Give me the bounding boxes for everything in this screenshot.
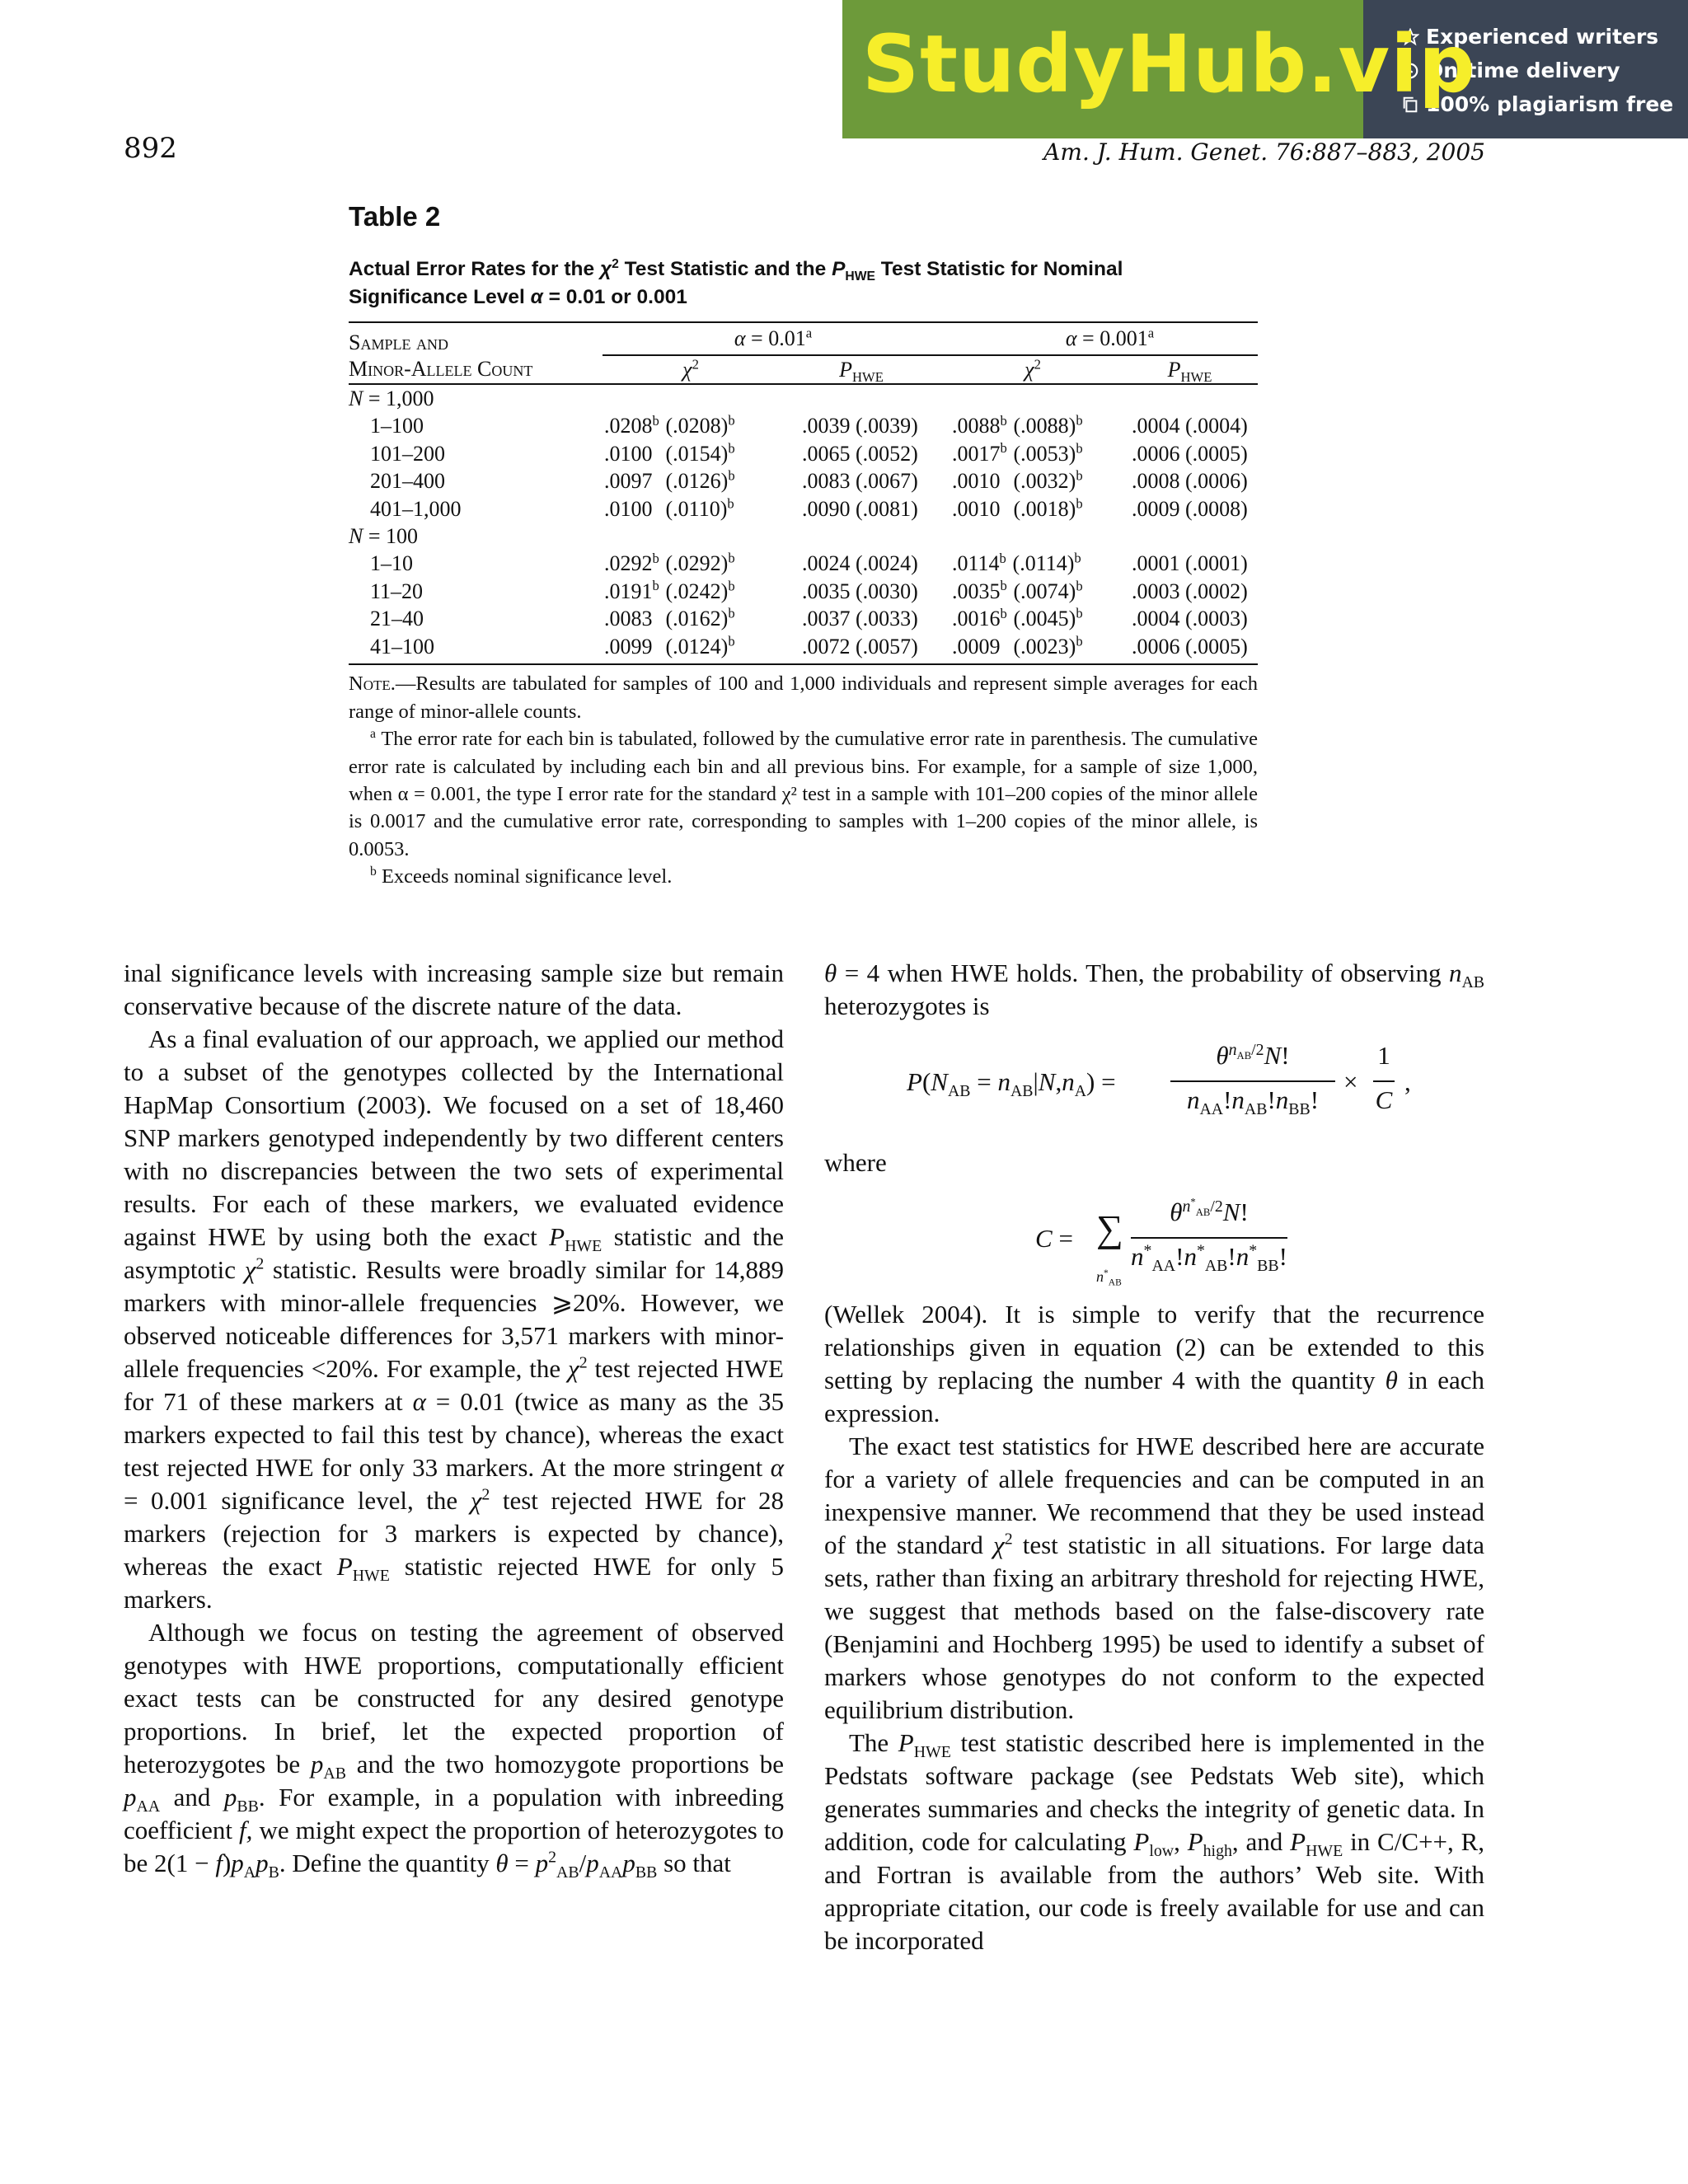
chi-squared-rate: .0114$^b$ $(.0114)^b$ [952,550,1081,576]
bin-rate: .0100 [604,496,653,521]
chi-squared-rate [603,495,779,523]
cumulative-rate: (.0053) [1013,441,1076,466]
column-header-chi-squared: $\chi^2$ [1025,356,1041,382]
minor-allele-range: 21–40 [370,607,424,631]
footnote-mark: b [1074,550,1081,566]
paragraph: inal significance levels with increasing sample size but remain conservative because of the discrete nature of the data. [124,958,784,1020]
cumulative-rate: (.0292) [665,551,729,576]
equation-lhs: $P(N_{AB} = n_{AB}|N,n_A)$ = [907,1067,1116,1101]
footnote-b: $^b$ Exceeds nominal significance level. [370,864,673,888]
where-text: where [824,1148,887,1177]
minor-allele-range: 201–400 [370,469,445,494]
cumulative-rate: (.0124) [665,634,729,658]
cumulative-rate: (.0088) [1013,414,1076,438]
section-row [349,523,1258,550]
chi-symbol: χ [682,357,692,382]
footnote-mark: b [728,440,735,457]
table-row [349,495,1258,523]
table-row [349,633,1258,660]
table-caption: Actual Error Rates for the $\chi^2$ Test Statistic and the $P_{HWE}$ Test Statistic for Nominal Significance Level α = 0.01 or 0.001 [349,256,1123,308]
minor-allele-range: 11–20 [370,579,424,603]
equation-denominator: $n_{AA}!n_{AB}!n_{BB}$! [1186,1085,1320,1119]
cumulative-rate: (.0018) [1013,496,1076,521]
brand-panel [842,0,1476,138]
footnote-b-text: Exceeds nominal significance level. [381,865,673,888]
phwe-rate: .0065 (.0052) [802,441,918,466]
table-note [349,670,1258,725]
right-column [824,957,1484,1957]
chi-squared-rate [603,468,779,495]
footnote-mark: b [1076,632,1083,649]
equation-probability: $P(N_{AB} = n_{AB}|N,n_A)$ = $\theta^{n_{AB}/2}N$! $n_{AA}!n_{AB}!n_{BB}$! × 1 C , [907,1040,1411,1119]
perk-label: On-time delivery [1426,59,1620,82]
bin-rate: .0010 [952,496,1001,521]
footnote-mark: b [728,578,735,594]
paragraph: Although we focus on testing the agreement of observed genotypes with HWE proportions, computationally efficient exact tests can be constructed for any desired genotype proportions. In brief, let the expected proportion of heterozygotes be $p_{AB}$ and the two homozygote proportions be $p_{AA}$ and $p_{BB}$. For example, in a population with inbreeding coefficient f, we might expect the proportion of heterozygotes to be $2(1 - f)p_Ap_B$. Define the quantity $\theta = p^2_{AB}/p_{AA}p_{BB}$ so that [124,1618,785,1882]
bin-rate: .0191 [604,579,653,603]
cumulative-rate: (.0045) [1013,607,1076,631]
footnote-mark: b [728,467,735,484]
bin-rate: .0114 [952,551,1000,576]
bin-rate: .0292 [604,551,653,576]
bin-rate: .0017 [952,441,1001,466]
minor-allele-range: 1–100 [370,414,424,438]
chi-squared-rate [944,633,1122,660]
footnote-mark: a [805,325,813,341]
paragraph: The exact test statistics for HWE described here are accurate for a variety of allele frequencies and can be computed in an inexpensive manner. We recommend that they be used instead of the standard $\chi^2$ test statistic in all situations. For large data sets, rather than fixing an arbitrary threshold for rejecting HWE, we suggest that methods based on the false-discovery rate (Benjamini and Hochberg 1995) be used to identify a subset of markers whose genotypes do not conform to the expected equilibrium distribution. [824,1432,1484,1724]
section-title: N = 1,000 [349,387,434,411]
phwe-rate: .0009 (.0008) [1132,496,1248,521]
cumulative-rate: (.0242) [665,579,729,603]
chi-squared-rate: .0035$^b$ $(.0074)^b$ [952,578,1083,603]
perk-label: Experienced writers [1426,25,1659,49]
paragraph: (Wellek 2004). It is simple to verify that the recurrence relationships given in equation (2) can be extended to this setting by replacing the number 4 with the quantity θ in each expression. [824,1300,1485,1427]
journal-citation: Am. J. Hum. Genet. 76:887–883, 2005 [1043,138,1485,166]
cumulative-rate: (.0162) [665,607,729,631]
column-header-phwe: $P_{HWE}$ [1167,357,1212,385]
bin-rate: .0016 [952,607,1001,631]
cumulative-rate: (.0074) [1013,579,1076,603]
minor-allele-range: 101–200 [370,441,445,466]
chi-squared-rate: .0088$^b$ $(.0088)^b$ [952,412,1083,438]
footnote-mark: b [728,412,735,429]
phwe-rate: .0004 (.0004) [1132,414,1248,438]
error-rate-table [349,323,1258,660]
cumulative-rate: (.0032) [1013,469,1076,494]
phwe-rate: .0083 (.0067) [802,469,918,494]
left-column [124,957,784,1880]
cumulative-rate: (.0126) [665,469,729,494]
p-subscript: HWE [852,368,884,385]
phwe-rate: .0024 (.0024) [802,551,918,576]
footnote-mark: a [1147,325,1155,341]
column-header-sample: Sample and [349,330,448,354]
phwe-rate: .0001 (.0001) [1132,551,1248,576]
chi-squared-rate: .0292$^b$ $(.0292)^b$ [604,550,735,576]
chi-squared-rate [944,468,1122,495]
footnote-mark: b [1076,494,1083,511]
footnote-mark: b [728,550,735,566]
minor-allele-range: 41–100 [370,634,434,658]
minor-allele-range: 1–10 [370,551,413,576]
column-header-minor-allele: Minor-Allele Count [349,357,533,382]
bin-rate: .0010 [952,469,1001,494]
cumulative-rate: (.0023) [1013,634,1076,658]
chi-squared-rate [603,633,779,660]
section-title: N = 100 [349,524,419,549]
column-header-phwe [779,355,944,384]
phwe-rate: .0039 (.0039) [802,414,918,438]
group-header-alpha-001: α = 0.01$^a$ [603,323,944,355]
footnote-mark: b [1076,412,1083,429]
section-row [349,384,1258,412]
paragraph: θ = 4 when HWE holds. Then, the probability of observing $n_{AB}$ heterozygotes is [824,958,1484,1020]
page-number: 892 [124,132,177,165]
cumulative-rate: (.0110) [665,496,728,521]
cumulative-rate: (.0208) [665,414,729,438]
chi-squared-rate: .0016$^b$ $(.0045)^b$ [952,605,1083,631]
footnote-mark: b [728,605,735,621]
table-notes [349,670,1258,890]
bin-rate: .0097 [604,469,653,494]
table-row [349,578,1258,605]
footnote-mark: b [1076,440,1083,457]
table-row [349,440,1258,467]
table-body [349,384,1258,660]
column-header-chi-squared: $\chi^2$ [682,356,699,382]
chi-squared-rate: .0191$^b$ $(.0242)^b$ [604,578,735,603]
minor-allele-range: 401–1,000 [370,496,462,521]
bin-rate: .0009 [952,634,1001,658]
phwe-rate: .0037 (.0033) [802,607,918,631]
chi-squared-rate [603,606,779,633]
phwe-rate: .0006 (.0005) [1132,441,1248,466]
phwe-rate: .0035 (.0030) [802,579,918,603]
footnote-mark: b [727,494,734,511]
phwe-rate: .0006 (.0005) [1132,634,1248,658]
footnote-a-text: The error rate for each bin is tabulated, followed by the cumulative error rate in parenthesis. The cumulative error rate is calculated by including each bin and all previous bins. For example, for a sample of size 1,000, when α = 0.001, the type I error rate for the standard χ² test in a sample with 101–200 copies of the minor allele is 0.0017 and the cumulative error rate, corresponding to samples with 1–200 copies of the minor allele, is 0.0053. [349,728,1258,860]
phwe-rate: .0004 (.0003) [1132,607,1248,631]
footnote-mark: b [1076,605,1083,621]
cumulative-rate: (.0154) [665,441,729,466]
phwe-rate: .0072 (.0057) [802,634,918,658]
note-lead: Note. [349,673,396,696]
bin-rate: .0088 [952,414,1001,438]
group-header-alpha-0001: α = 0.001$^a$ [944,323,1258,355]
bin-rate: .0083 [604,607,653,631]
bin-rate: .0100 [604,441,653,466]
footnote-mark: b [1076,467,1083,484]
table-row [349,606,1258,633]
footnote-a: $^a$ The error rate for each bin is tabulated, followed by the cumulative error rate in parenthesis. The cumulative error rate is calculated by including each bin and all previous bins. For example, for a sample of size 1,000, when α = 0.001, the type I error rate for the standard χ² test in a sample with 101–200 copies of the minor allele is 0.0017 and the cumulative error rate, corresponding to samples with 1–200 copies of the minor allele, is 0.0053. [349,726,1258,860]
chi-squared-rate [944,495,1122,523]
equation-normalizer: C = ∑ $n^*_{AB}$ $\theta^{n^*_{AB}/2}N$! $n^*_{AA}!n^*_{AB}!n^*_{BB}$! [1035,1196,1287,1288]
paragraph: The $P_{HWE}$ test statistic described here is implemented in the Pedstats software package (see Pedstats Web site), which generates summaries and checks the integrity of genetic data. In addition, code for calculating $P_{low}$, $P_{high}$, and $P_{HWE}$ in C/C++, R, and Fortran is available from the authors’ Web site. With appropriate citation, our code is freely available for use and can be incorporated [824,1728,1484,1955]
phwe-rate: .0003 (.0002) [1132,579,1248,603]
phwe-rate: .0090 (.0081) [802,496,918,521]
chi-squared-rate [603,440,779,467]
ad-banner[interactable] [842,0,1688,138]
perk-label: 100% plagiarism free [1426,92,1674,116]
bin-rate: .0208 [604,414,653,438]
paragraph: As a final evaluation of our approach, we applied our method to a subset of the genotypes collected by the International HapMap Consortium (2003). We focused on a set of 18,460 SNP markers genotyped independently by two different centers with no discrepancies between the two sets of experimental results. For each of these markers, we evaluated evidence against HWE by using both the exact $P_{HWE}$ statistic and the asymptotic $\chi^2$ statistic. Results were broadly similar for 14,889 markers with minor-allele frequencies ⩾20%. However, we observed noticeable differences for 3,571 markers with minor-allele frequencies <20%. For example, the $\chi^2$ test rejected HWE for 71 of these markers at α = 0.01 (twice as many as the 35 markers expected to fail this test by chance), whereas the exact test rejected HWE for only 33 markers. At the more stringent α = 0.001 significance level, the $\chi^2$ test rejected HWE for 28 markers (rejection for 3 markers is expected by chance), whereas the exact $P_{HWE}$ statistic rejected HWE for only 5 markers. [124,1024,784,1614]
table-row [349,468,1258,495]
chi-squared-rate: .0208$^b$ $(.0208)^b$ [604,412,735,438]
note-text: —Results are tabulated for samples of 100 and 1,000 individuals and represent simple averages for each range of minor-allele counts. [349,673,1258,723]
bin-rate: .0035 [952,579,1001,603]
chi-squared-rate: .0017$^b$ $(.0053)^b$ [952,440,1083,466]
p-symbol: P [839,357,853,382]
cumulative-rate: (.0114) [1012,551,1075,576]
footnote-mark: b [728,632,735,649]
bin-rate: .0099 [604,634,653,658]
brand-logo: StudyHub.vip [862,18,1476,110]
table-row [349,413,1258,440]
table-row [349,551,1258,578]
phwe-rate: .0008 (.0006) [1132,469,1248,494]
equation-numerator: $\theta^{n_{AB}/2}N$! [1216,1040,1290,1070]
table-2 [349,198,1258,891]
table-label: Table 2 [349,201,441,232]
footnote-mark: b [1076,578,1083,594]
